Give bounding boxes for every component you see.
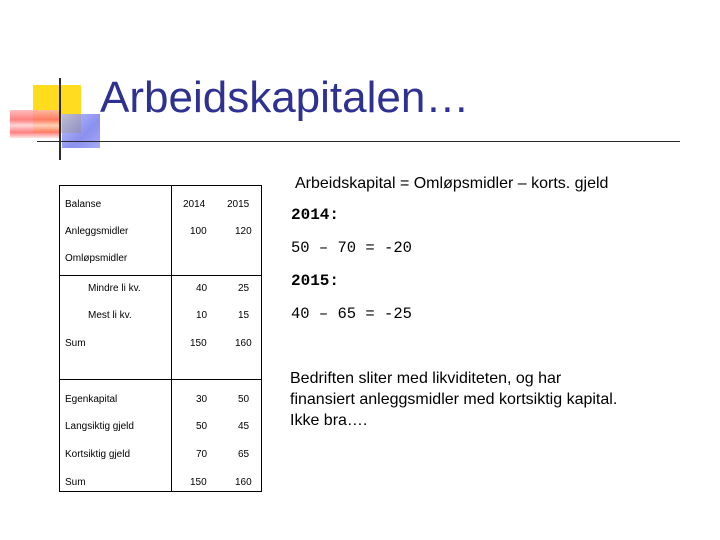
row-label: Sum: [65, 477, 86, 488]
row-label: Omløpsmidler: [65, 253, 128, 264]
row-2014: 150: [190, 338, 207, 349]
row-2015: 50: [238, 394, 250, 405]
row-2015: 25: [238, 283, 250, 294]
row-label: Mest li kv.: [88, 310, 132, 321]
table-divider-egenkapital: [59, 379, 262, 380]
row-2015: 15: [238, 310, 250, 321]
row-label: Langsiktig gjeld: [65, 421, 134, 432]
year-2014-calc: 50 – 70 = -20: [291, 239, 412, 257]
table-border-top: [59, 185, 262, 186]
row-label: Mindre li kv.: [88, 283, 141, 294]
conclusion-line: Ikke bra….: [290, 412, 368, 429]
row-2015: 160: [235, 477, 252, 488]
row-2014: 70: [196, 449, 208, 460]
table-header-2015: 2015: [227, 199, 250, 210]
table-divider: [171, 185, 172, 492]
row-2014: 50: [196, 421, 208, 432]
row-label: Kortsiktig gjeld: [65, 449, 131, 460]
table-header-label: Balanse: [65, 199, 102, 210]
conclusion-text: [290, 368, 690, 431]
row-label: Egenkapital: [65, 394, 118, 405]
row-2015: 160: [235, 338, 252, 349]
title-underline: [37, 141, 680, 142]
row-2015: 45: [238, 421, 250, 432]
row-label: Sum: [65, 338, 86, 349]
row-label: Anleggsmidler: [65, 226, 129, 237]
slide-title: Arbeidskapitalen…: [100, 73, 470, 122]
table-header-2014: 2014: [183, 199, 206, 210]
table-border-left: [59, 185, 60, 492]
row-2014: 100: [190, 226, 207, 237]
year-2014-label: 2014:: [291, 206, 340, 224]
row-2014: 10: [196, 310, 208, 321]
decor-red-bar: [10, 110, 60, 138]
table-border-bottom: [59, 491, 262, 492]
table-divider-omlop: [59, 275, 262, 276]
row-2015: 65: [238, 449, 250, 460]
decor-vertical-line: [59, 78, 61, 160]
year-2015-calc: 40 – 65 = -25: [291, 305, 412, 323]
decor-blue-square: [62, 114, 100, 148]
conclusion-line: finansiert anleggsmidler med kortsiktig kapital.: [290, 391, 618, 408]
row-2014: 40: [196, 283, 208, 294]
conclusion-line: Bedriften sliter med likviditeten, og har: [290, 370, 562, 387]
year-2015-label: 2015:: [291, 272, 340, 290]
row-2014: 150: [190, 477, 207, 488]
formula-text: Arbeidskapital = Omløpsmidler – korts. gjeld: [295, 175, 609, 192]
row-2014: 30: [196, 394, 208, 405]
row-2015: 120: [235, 226, 252, 237]
balance-table: [59, 185, 262, 492]
table-border-right: [261, 185, 262, 492]
